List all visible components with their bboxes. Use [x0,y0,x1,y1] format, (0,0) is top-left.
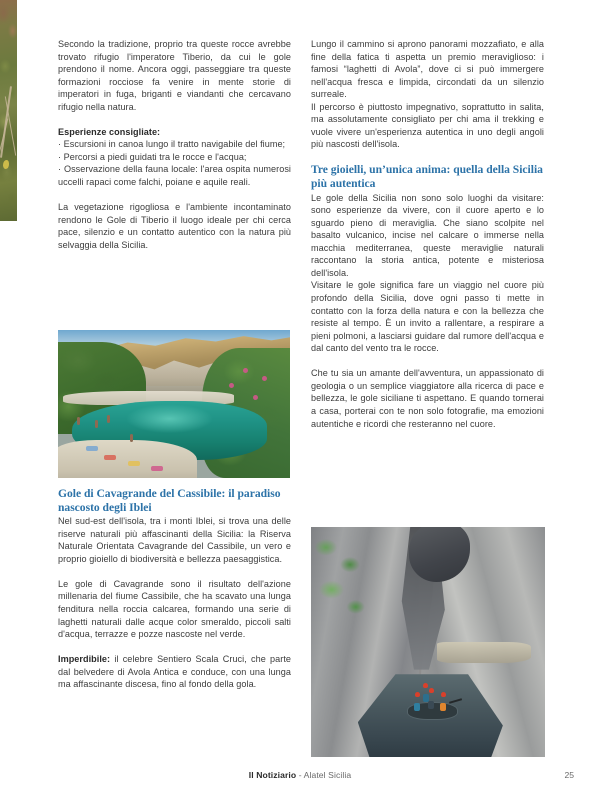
person-figure [107,415,110,423]
experiences-label-text: Esperienze consigliate: [58,126,161,137]
footer-suffix: - Alatel Sicilia [296,770,352,780]
section-heading-tre-gioielli: Tre gioielli, un’unica anima: quella della Sicilia più autentica [311,163,543,191]
beach-towel [104,455,116,460]
pink-flower [262,376,267,381]
paragraph-imperdibile [58,653,291,691]
cavagrande-lagoon-photo [58,330,290,478]
paragraph-panorami: Lungo il cammino si aprono panorami mozzafiato, e alla fine della fatica ti aspetta un premio meraviglioso: i famosi “laghetti di Avola”, dove ci si può immergere nell'acqua fresca e limpida, circondati da un silenzio surreale. [311,39,544,100]
paragraph-vegetation: La vegetazione rigogliosa e l'ambiente incontaminato rendono le Gole di Tiberio il luogo ideale per chi cerca pace, silenzio e un contatto autentico con la natura più selvaggia della Sicilia. [58,202,291,250]
section-heading-cavagrande: Gole di Cavagrande del Cassibile: il paradiso nascosto degli Iblei [58,487,281,514]
list-item: · Percorsi a piedi guidati tra le rocce e l'acqua; [58,151,247,162]
paragraph-cavagrande-river: Le gole di Cavagrande sono il risultato dell'azione millenaria del fiume Cassibile, che ha scavato una lunga fenditura nella roccia calcarea, formando una serie di laghetti naturali dalle acque color smeraldo, piccoli salti d'acqua, terrazze e pozze nascoste nel verde. [58,578,291,640]
right-text-column [311,38,544,430]
imperdibile-label: Imperdibile: [58,654,111,665]
red-helmet [441,692,446,697]
page-number: 25 [564,770,574,780]
experiences-label [58,126,291,139]
beach-towel [151,466,163,471]
paragraph-gole-esperienze: Le gole della Sicilia non sono solo luoghi da visitare: sono esperienze da vivere, con il cuore aperto e lo sguardo pieno di meraviglia. Che siano scolpite nel basalto vulcanico, incise nel calcare o immerse nella macchia mediterranea, queste meraviglie naturali raccontano la storia antica, potente e misteriosa dell'isola. [311,192,544,278]
person-figure [77,417,80,425]
paragraph-tiberio-legend: Secondo la tradizione, proprio tra queste rocce avrebbe trovato rifugio l'imperatore Tiberio, da cui le gole prendono il nome. Ancora oggi, passeggiare tra queste formazioni rocciose fa venire in mente storie di imperatori in fuga, briganti e viandanti che cercavano rifugio nella natura. [58,39,291,112]
beach-towel [86,446,98,451]
imperdibile-text: il celebre Sentiero Scala Cruci, che parte dal belvedere di Avola Antica e conduce, con una lunga ma affascinante discesa, fino al fondo della gola. [58,654,291,690]
rafter-torso [423,694,429,702]
rafter-torso [414,703,420,711]
pink-flower [253,395,258,400]
paragraph-percorso: Il percorso è piuttosto impegnativo, soprattutto in salita, ma assolutamente consigliato per chi ama il trekking e vuole vivere un'esperienza autentica in uno degli angoli più nascosti dell'isola. [311,101,544,150]
rock-ledge [437,642,531,663]
beach-towel [128,461,140,466]
footer-publication [0,770,600,780]
left-edge-photo-strip [0,0,17,221]
page-footer [0,770,600,784]
red-helmet [429,688,434,693]
rafter-torso [428,701,434,709]
paragraph-conclusione: Che tu sia un amante dell'avventura, un appassionato di geologia o un semplice viaggiatore alla ricerca di pace e bellezza, le gole siciliane ti aspettano. E quando tornerai a casa, porterai con te non solo fotografie, ma emozioni autentiche e ricordi che resteranno nel cuore. [311,368,544,429]
gorge-rafting-photo [311,527,545,757]
paragraph-viaggio-cuore: Visitare le gole significa fare un viaggio nel cuore più profondo della Sicilia, dove ogni passo ti mette in contatto con la forza della natura e con la bellezza che resiste al tempo. È un invito a rallentare, a respirare a pieni polmoni, a lasciarsi guidare dal rumore dell'acqua e dal canto del vento tra le rocce. [311,280,544,354]
rocky-beach [58,440,197,478]
left-text-column [58,38,291,251]
left-text-column-lower [58,487,291,691]
paragraph-cavagrande-intro: Nel sud-est dell'isola, tra i monti Iblei, si trova una delle riserve naturali più affascinanti della Sicilia: la Riserva Naturale Orientata Cavagrande del Cassibile, un vero e proprio gioiello di biodiversità e bellezza paesaggistica. [58,516,291,564]
person-figure [95,420,98,428]
person-figure [130,434,133,442]
list-item: · Osservazione della fauna locale: l'area ospita numerosi uccelli rapaci come falchi, poiane e aquile reali. [58,164,291,188]
green-foliage [311,532,377,629]
footer-brand: Il Notiziario [248,770,297,780]
list-item: · Escursioni in canoa lungo il tratto navigabile del fiume; [58,139,286,150]
rafter-torso [440,703,446,711]
experiences-bullet-list [58,138,291,188]
